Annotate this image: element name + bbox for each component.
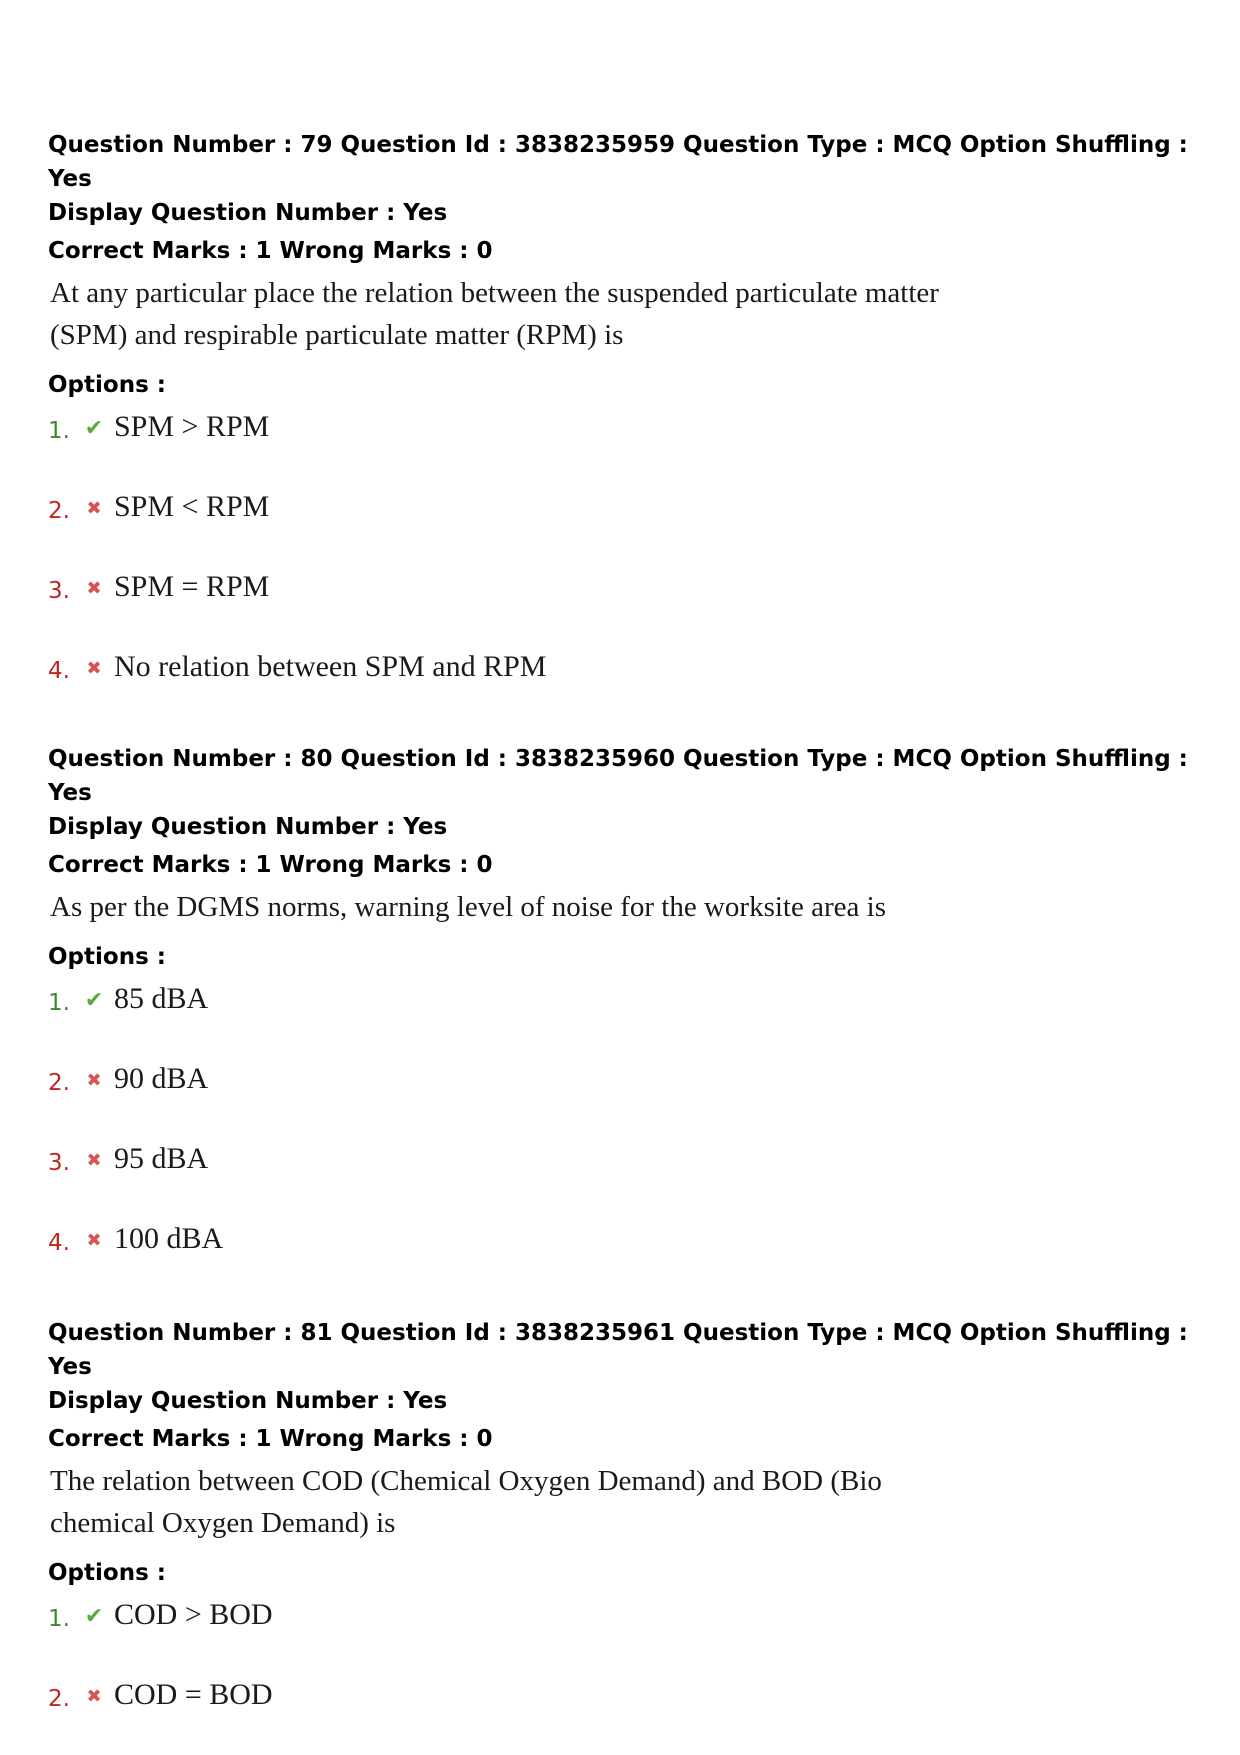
option-2 [48, 488, 1198, 526]
question-display-number: Display Question Number : Yes [48, 1388, 448, 1414]
question-marks: Correct Marks : 1 Wrong Marks : 0 [48, 852, 493, 878]
question-marks: Correct Marks : 1 Wrong Marks : 0 [48, 1426, 493, 1452]
option-text: SPM = RPM [114, 570, 270, 603]
option-text: COD = BOD [114, 1678, 273, 1711]
option-text: 100 dBA [114, 1222, 224, 1255]
question-meta: Question Number : 80 Question Id : 3838235960 Question Type : MCQ Option Shuffling : Yes [48, 746, 1188, 806]
option-2 [48, 1676, 1198, 1714]
cross-icon: ✖ [86, 1069, 102, 1091]
question-text: At any particular place the relation between the suspended particulate matter (SPM) and respirable particulate matter (RPM) is [50, 277, 939, 351]
option-number: 1. [48, 990, 70, 1016]
option-1 [48, 408, 1198, 446]
cross-icon: ✖ [86, 497, 102, 519]
option-number: 1. [48, 1606, 70, 1632]
option-number: 4. [48, 658, 70, 684]
option-3 [48, 1140, 1198, 1178]
check-icon: ✔ [84, 415, 104, 441]
question-80 [48, 742, 1198, 1258]
options-label: Options : [48, 372, 166, 398]
question-meta: Question Number : 79 Question Id : 3838235959 Question Type : MCQ Option Shuffling : Yes [48, 132, 1188, 192]
option-number: 1. [48, 418, 70, 444]
question-display-number: Display Question Number : Yes [48, 200, 448, 226]
option-text: No relation between SPM and RPM [114, 650, 547, 683]
cross-icon: ✖ [86, 657, 102, 679]
question-text: The relation between COD (Chemical Oxygen Demand) and BOD (Bio chemical Oxygen Demand) is [50, 1465, 882, 1539]
option-text: COD > BOD [114, 1598, 273, 1631]
option-number: 3. [48, 1150, 70, 1176]
cross-icon: ✖ [86, 1229, 102, 1251]
option-number: 3. [48, 578, 70, 604]
option-text: 90 dBA [114, 1062, 209, 1095]
option-number: 2. [48, 498, 70, 524]
question-text: As per the DGMS norms, warning level of noise for the worksite area is [50, 891, 886, 923]
option-number: 2. [48, 1686, 70, 1712]
cross-icon: ✖ [86, 1685, 102, 1707]
option-1 [48, 1596, 1198, 1634]
options-label: Options : [48, 1560, 166, 1586]
option-4 [48, 1220, 1198, 1258]
check-icon: ✔ [84, 1603, 104, 1629]
question-marks: Correct Marks : 1 Wrong Marks : 0 [48, 238, 493, 264]
option-text: 85 dBA [114, 982, 209, 1015]
option-text: 95 dBA [114, 1142, 209, 1175]
option-number: 2. [48, 1070, 70, 1096]
question-meta: Question Number : 81 Question Id : 3838235961 Question Type : MCQ Option Shuffling : Yes [48, 1320, 1188, 1380]
option-1 [48, 980, 1198, 1018]
option-2 [48, 1060, 1198, 1098]
cross-icon: ✖ [86, 577, 102, 599]
option-text: SPM < RPM [114, 490, 270, 523]
question-79 [48, 128, 1198, 686]
question-81 [48, 1316, 1198, 1714]
options-label: Options : [48, 944, 166, 970]
option-3 [48, 568, 1198, 606]
question-display-number: Display Question Number : Yes [48, 814, 448, 840]
option-number: 4. [48, 1230, 70, 1256]
option-text: SPM > RPM [114, 410, 270, 443]
option-4 [48, 648, 1198, 686]
check-icon: ✔ [84, 987, 104, 1013]
cross-icon: ✖ [86, 1149, 102, 1171]
